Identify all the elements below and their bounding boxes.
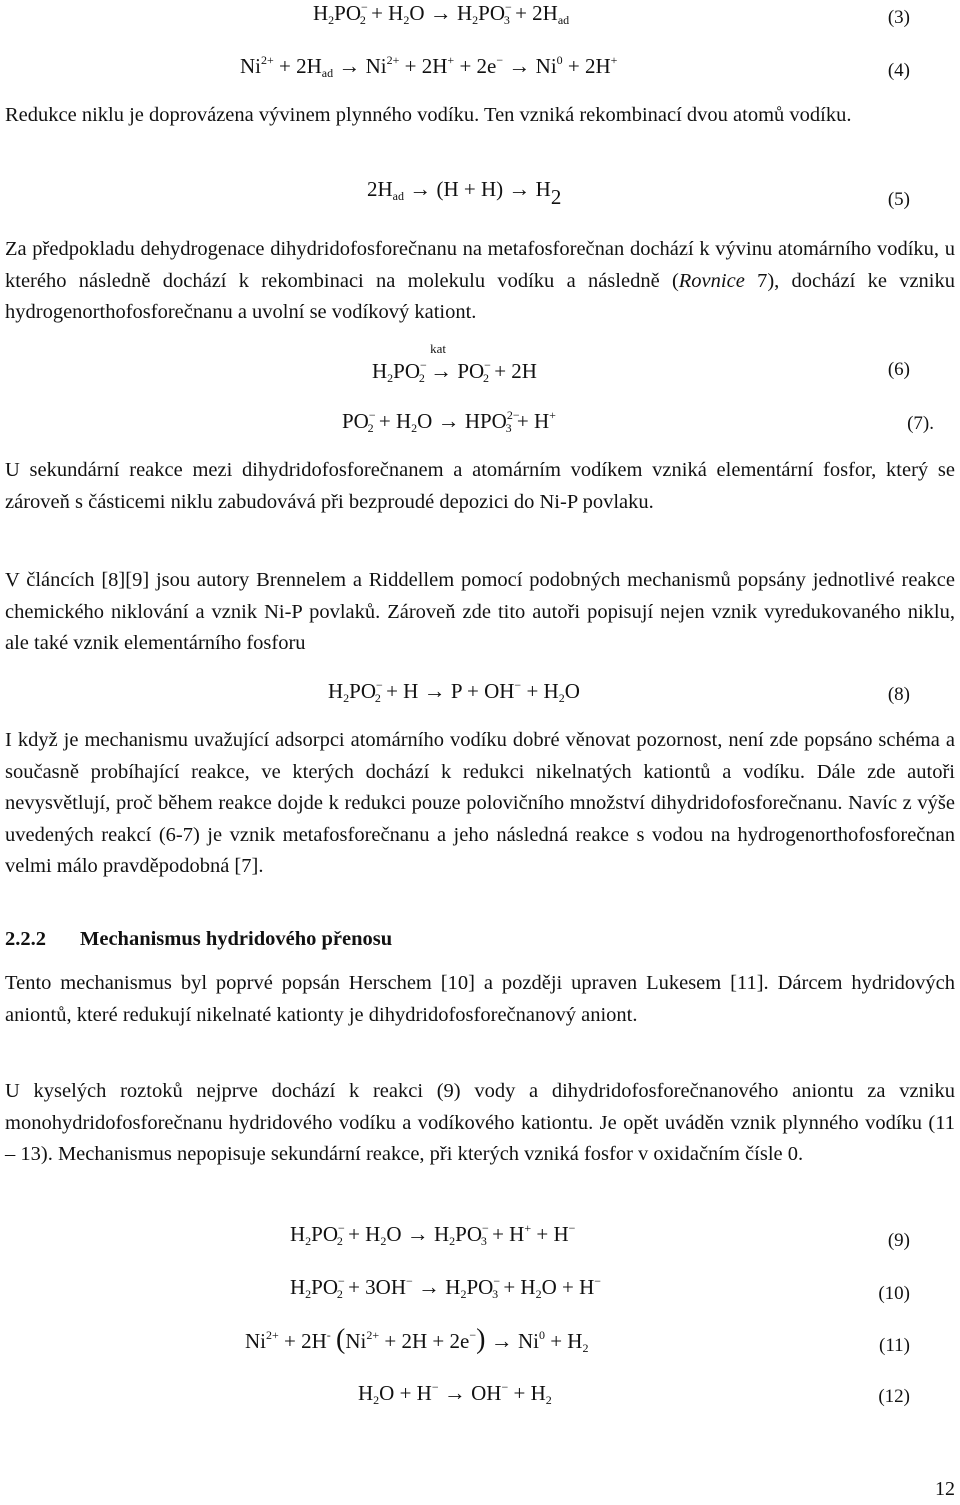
equation-11 [0, 1326, 960, 1366]
section-title: Mechanismus hydridového přenosu [80, 928, 393, 950]
paragraph: Redukce niklu je doprovázena vývinem plynného vodíku. Ten vzniká rekombinací dvou atomů vodíku. [5, 104, 852, 126]
equation-number: (12) [878, 1386, 910, 1407]
equation-7 [0, 410, 960, 450]
equation-formula: $2H_{ad} \to (H + H) \to H_2$ [367, 176, 562, 209]
equation-number: (11) [879, 1335, 910, 1356]
equation-formula: $H_2PO^-_2 + H \to P + OH^- + H_2O$ [328, 678, 580, 705]
arrow-icon: → [508, 53, 531, 78]
arrow-icon: → [338, 53, 361, 78]
equation-5 [0, 178, 960, 218]
equation-12 [0, 1382, 960, 1422]
arrow-icon: → [423, 678, 446, 703]
arrow-icon: → [409, 176, 432, 201]
equation-formula: $H_2O + H^- \to OH^- + H_2$ [358, 1380, 552, 1407]
arrow-icon: → [418, 1274, 441, 1299]
page-number: 12 [935, 1478, 955, 1500]
equation-number: (3) [887, 7, 910, 28]
equation-number: (10) [878, 1283, 910, 1304]
equation-formula: $Ni^{2+} + 2H_{ad} \to Ni^{2+} + 2H^+ + 2e^- \to Ni^0 + 2H^+$ [240, 53, 618, 80]
equation-number: (9) [887, 1230, 910, 1251]
paragraph: Za předpokladu dehydrogenace dihydridofosforečnanu na metafosforečnan dochází k vývinu atomárního vodíku, u kterého následně dochází k rekombinaci na molekulu vodíku a následně (Rovnice 7), dochází ke vzniku hydrogenorthofosforečnanu a uvolní se vodíkový kationt. [5, 238, 955, 324]
section-number: 2.2.2 [5, 928, 46, 950]
equation-4 [0, 55, 960, 95]
equation-8 [0, 680, 960, 720]
equation-number: (6) [887, 359, 910, 380]
paragraph: U sekundární reakce mezi dihydridofosforečnanem a atomárním vodíkem vzniká elementární fosfor, který se zároveň s částicemi niklu zabudovává při bezproudé depozici do Ni-P povlaku. [5, 459, 955, 513]
equation-formula: $PO^-_2 + H_2O \to HPO^{2-}_3 + H^+$ [342, 408, 556, 435]
arrow-icon: → [490, 1328, 513, 1353]
section-heading [5, 928, 392, 951]
arrow-icon: → [429, 0, 452, 25]
paragraph: V článcích [8][9] jsou autory Brennelem a Riddellem pomocí podobných mechanismů popsány jednotlivé reakce chemického niklování a vznik Ni-P povlaků. Zároveň zde tito autoři popisují nejen vznik vyredukovaného niklu, ale také vznik elementárního fosforu [5, 569, 955, 655]
equation-formula: $H_2PO^-_2$ kat → $PO^-_2 + 2H$ [372, 341, 537, 385]
arrow-icon: → [406, 1221, 429, 1246]
paragraph: I když je mechanismu uvažující adsorpci atomárního vodíku dobré věnovat pozornost, není zde popsáno schéma a současně probíhající reakce, ve kterých dochází k redukci nikelnatých kationtů a vodíku. Dále zde autoři nevysvětlují, proč během reakce dojde k redukci pouze polovičního množství dihydridofosforečnanu. Navíc z výše uvedených reakcí (6-7) je vznik metafosforečnanu a jeho následná reakce s vodou na hydrogenorthofosforečnan velmi málo pravděpodobná [7]. [5, 729, 955, 878]
equation-formula: $H_2PO^-_2 + H_2O \to H_2PO^-_3 + H^+ + H^-$ [290, 1221, 576, 1248]
arrow-icon: kat → [430, 341, 453, 383]
equation-number: (5) [887, 189, 910, 210]
equation-number: (8) [887, 684, 910, 705]
arrow-icon: → [443, 1380, 466, 1405]
catalyst-label: kat [430, 341, 446, 356]
equation-6 [0, 341, 960, 400]
arrow-icon: → [508, 176, 531, 201]
paragraph: Tento mechanismus byl poprvé popsán Herschem [10] a později upraven Lukesem [11]. Dárcem hydridových aniontů, které redukují nikelnaté kationty je dihydridofosforečnanový aniont. [5, 972, 955, 1026]
paragraph: U kyselých roztoků nejprve dochází k reakci (9) vody a dihydridofosforečnanového aniontu za vzniku monohydridofosforečnanu hydridového vodíku a vodíkového kationtu. Je opět uváděn vznik plynného vodíku (11 – 13). Mechanismus nepopisuje sekundární reakce, při kterých vzniká fosfor v oxidačním čísle 0. [5, 1080, 955, 1166]
equation-3 [0, 2, 960, 42]
equation-formula: $H_2PO^-_2 + H_2O \to H_2PO^-_3 + 2H_{ad}$ [313, 0, 570, 27]
equation-number: (7). [907, 413, 934, 434]
arrow-icon: → [437, 408, 460, 433]
equation-number: (4) [887, 60, 910, 81]
equation-9 [0, 1223, 960, 1263]
equation-formula: $H_2PO^-_2 + 3OH^- \to H_2PO^-_3 + H_2O + H^-$ [290, 1274, 602, 1301]
equation-10 [0, 1276, 960, 1316]
equation-formula: $Ni^{2+} + 2H^-$ $(Ni^{2+} + 2H + 2e^-) \to Ni^0 + H_2$ [245, 1324, 589, 1355]
